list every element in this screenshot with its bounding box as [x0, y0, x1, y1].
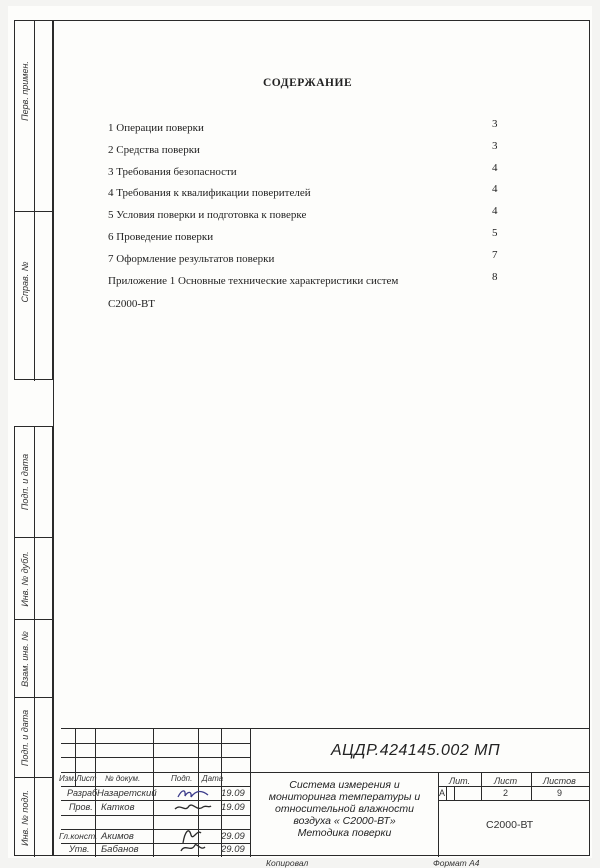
side-label-inv-dubl: Инв. № дубл.: [20, 550, 30, 607]
stamp-role: Гл.конст.: [59, 831, 98, 841]
description-line: воздуха « С2000-ВТ»: [293, 815, 396, 827]
signature-razrab: [176, 787, 210, 801]
toc-entry: [108, 118, 508, 140]
toc-entry: [108, 205, 508, 227]
toc-entry-text: 5 Условия поверки и подготовка к поверке: [108, 209, 307, 222]
stamp-header-list: Лист: [76, 774, 97, 783]
toc-entry-page: 3: [492, 118, 498, 130]
stamp-name: Акимов: [101, 831, 134, 842]
toc-entry: [108, 183, 508, 205]
toc-entry-page: 8: [492, 270, 498, 283]
description-line: мониторинга температуры и: [268, 791, 421, 803]
title-block: [59, 728, 590, 868]
toc-entry-page: 4: [492, 161, 498, 174]
stamp-role: Разраб.: [67, 788, 100, 798]
page-title: СОДЕРЖАНИЕ: [263, 77, 353, 89]
side-label-perv-primen: Перв. примен.: [20, 61, 30, 121]
description-line: Методика поверки: [297, 827, 392, 839]
stamp-name: Назаретский: [97, 788, 157, 799]
lit-label: Лит.: [449, 776, 471, 786]
description-line: относительной влажности: [275, 803, 414, 815]
toc-entry-page: 4: [492, 183, 498, 196]
stamp-header-izm: Изм.: [59, 774, 77, 783]
format-label: Формат А4: [433, 858, 480, 868]
toc-entry-page: 5: [492, 226, 498, 239]
toc-entry-page: 3: [492, 139, 498, 152]
stamp-name: Бабанов: [101, 844, 139, 855]
stamp-header-data: Дата: [202, 774, 224, 783]
stamp-name: Катков: [101, 802, 135, 813]
toc-entry-continuation: [108, 292, 508, 316]
toc-entry-text: 3 Требования безопасности: [108, 165, 237, 178]
toc-entry-page: 4: [492, 205, 498, 218]
toc-entry: [108, 162, 508, 184]
side-strip-upper: [14, 20, 53, 380]
table-of-contents: [108, 118, 508, 316]
stamp-role: Утв.: [69, 844, 90, 854]
stamp-header-doc-no: № докум.: [105, 774, 141, 783]
copied-label: Копировал: [266, 858, 309, 868]
side-label-podp-bottom: Подп. и дата: [20, 709, 30, 766]
signature-utv: [179, 841, 207, 855]
toc-entry: [108, 249, 508, 271]
toc-entry-page: 7: [492, 248, 498, 261]
stamp-date: 29.09: [221, 831, 245, 842]
side-label-podp-top: Подп. и дата: [20, 453, 30, 511]
side-strip-lower: [14, 426, 53, 856]
document-code: АЦДР.424145.002 МП: [331, 742, 501, 759]
toc-entry: [108, 140, 508, 162]
list-value: 2: [503, 788, 509, 798]
toc-entry-text: Приложение 1 Основные технические характеристики систем: [108, 274, 399, 287]
description-line: Система измерения и: [289, 779, 400, 791]
stamp-date: 19.09: [221, 802, 245, 813]
stamp-date: 19.09: [221, 788, 245, 799]
toc-entry-text: 6 Проведение поверки: [108, 230, 214, 243]
stamp-role: Пров.: [69, 802, 93, 812]
toc-entry: [108, 271, 508, 293]
stamp-header-podp: Подп.: [171, 774, 193, 783]
toc-entry: [108, 227, 508, 249]
stamp-date: 29.09: [221, 844, 245, 855]
signature-prov: [173, 801, 213, 815]
side-label-sprav: Справ. №: [20, 261, 30, 303]
organization: С2000-ВТ: [486, 819, 534, 831]
toc-entry-text: 4 Требования к квалификации поверителей: [108, 187, 311, 200]
toc-continuation-text: С2000-ВТ: [108, 298, 155, 311]
document-description: [251, 779, 438, 839]
listov-value: 9: [557, 788, 563, 798]
document-sheet: [8, 6, 592, 868]
toc-entry-text: 7 Оформление результатов поверки: [108, 252, 275, 265]
lit-value: А: [439, 788, 446, 798]
toc-entry-text: 1 Операции поверки: [108, 122, 204, 134]
listov-label: Листов: [543, 776, 576, 786]
toc-entry-text: 2 Средства поверки: [108, 143, 200, 156]
list-label: Лист: [494, 776, 518, 786]
side-label-inv-podl: Инв. № подл.: [20, 789, 30, 846]
side-label-vzam-inv: Взам. инв. №: [20, 630, 30, 687]
